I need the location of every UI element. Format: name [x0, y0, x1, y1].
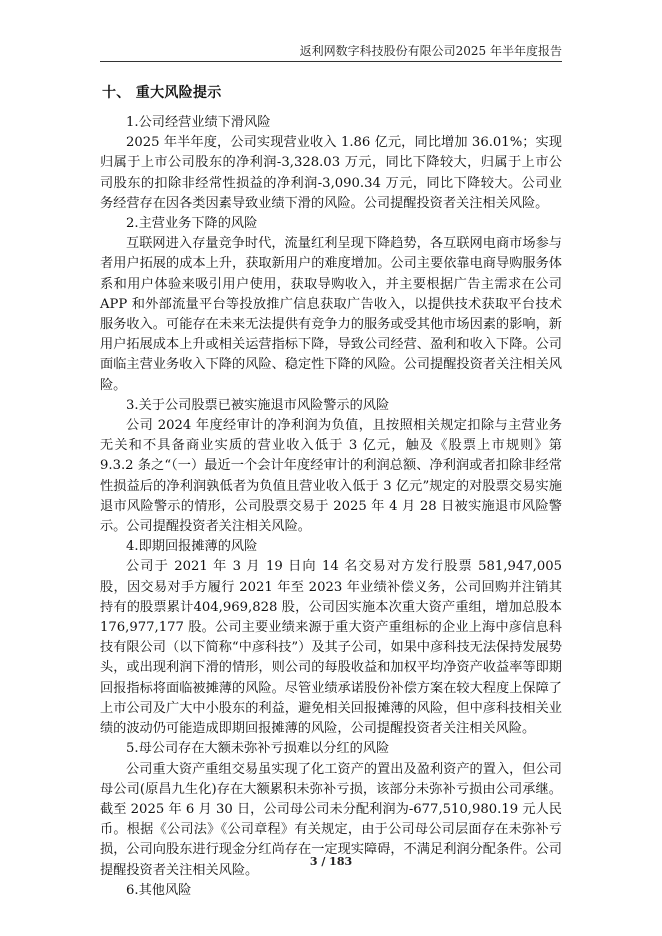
page-number: 3 / 183 [309, 855, 353, 868]
risk-heading: 3.关于公司股票已被实施退市风险警示的风险 [126, 397, 390, 413]
section-title: 十、 重大风险提示 [102, 85, 222, 101]
risk-item-4 [100, 537, 562, 739]
risk-item-6 [100, 881, 562, 901]
risk-body: 互联网进入存量竞争时代，流量红利呈现下降趋势，各互联网电商市场参与者用户拓展的成本上升，获取新用户的难度增加。公司主要依靠电商导购服务体系和用户体验来吸引用户使用，获取导购收入，并主要根据广告主需求在公司 APP 和外部流量平台等投放推广信息获取广告收入，以提供技术获取平台技术服务收入。可能存在未来无法提供有竞争力的服务或受其他市场因素的影响，新用户拓展成本上升或相关运营指标下降，导致公司经营、盈利和收入下降。公司面临主营业务收入下降的风险、稳定性下降的风险。公司提醒投资者关注相关风险。 [100, 236, 562, 393]
risk-body: 2025 年半年度，公司实现营业收入 1.86 亿元，同比增加 36.01%；实现归属于上市公司股东的净利润-3,328.03 万元，同比下降较大，归属于上市公司股东的扣除非经常性损益的净利润-3,090.34 万元，同比下降较大。公司业务经营存在因各类因素导致业绩下滑的风险。公司提醒投资者关注相关风险。 [100, 135, 562, 211]
page-content [100, 82, 562, 901]
page-header: 返利网数字科技股份有限公司2025 年半年度报告 [299, 44, 562, 58]
header-divider [100, 61, 562, 62]
risk-heading: 5.母公司存在大额未弥补亏损难以分红的风险 [126, 741, 390, 757]
risk-heading: 4.即期回报摊薄的风险 [126, 539, 258, 555]
risk-item-1 [100, 113, 562, 214]
risk-heading: 1.公司经营业绩下滑风险 [126, 115, 271, 130]
risk-body: 公司重大资产重组交易虽实现了化工资产的置出及盈利资产的置入，但公司母公司(原昌九生化)存在大额累积未弥补亏损，该部分未弥补亏损由公司承继。截至 2025 年 6 月 30 日，公司母公司未分配利润为-677,510,980.19 元人民币。根据《公司法》《公司章程》有关规定，由于公司母公司层面存在未弥补亏损，公司向股东进行现金分红尚存在一定现实障碍，不满足利润分配条件。公司提醒投资者关注相关风险。 [100, 761, 562, 878]
risk-heading: 2.主营业务下降的风险 [126, 216, 258, 232]
risk-item-3 [100, 396, 562, 537]
risk-item-2 [100, 214, 562, 396]
risk-body: 公司 2024 年度经审计的净利润为负值，且按照相关规定扣除与主营业务无关和不具备商业实质的营业收入低于 3 亿元，触及《股票上市规则》第 9.3.2 条之“（一）最近一个会计年度经审计的利润总额、净利润或者扣除非经常性损益后的净利润孰低者为负值且营业收入低于 3 亿元”规定的对股票交易实施退市风险警示的情形，公司股票交易于 2025 年 4 月 28 日被实施退市风险警示。公司提醒投资者关注相关风险。 [100, 418, 562, 535]
risk-heading: 6.其他风险 [126, 882, 192, 898]
risk-body: 公司于 2021 年 3 月 19 日向 14 名交易对方发行股票 581,947,005 股，因交易对手方履行 2021 年至 2023 年业绩补偿义务，公司回购并注销其持有的股票累计404,969,828 股，公司因实施本次重大资产重组，增加总股本 176,977,177 股。公司主要业绩来源于重大资产重组标的企业上海中彦信息科技有限公司（以下简称“中彦科技”）及其子公司，如果中彦科技无法保持发展势头，或出现利润下滑的情形，则公司的每股收益和加权平均净资产收益率等即期回报指标将面临被摊薄的风险。尽管业绩承诺股份补偿方案在较大程度上保障了上市公司及广大中小股东的利益，避免相关回报摊薄的风险，但中彦科技相关业绩的波动仍可能造成即期回报摊薄的风险，公司提醒投资者关注相关风险。 [100, 559, 562, 737]
